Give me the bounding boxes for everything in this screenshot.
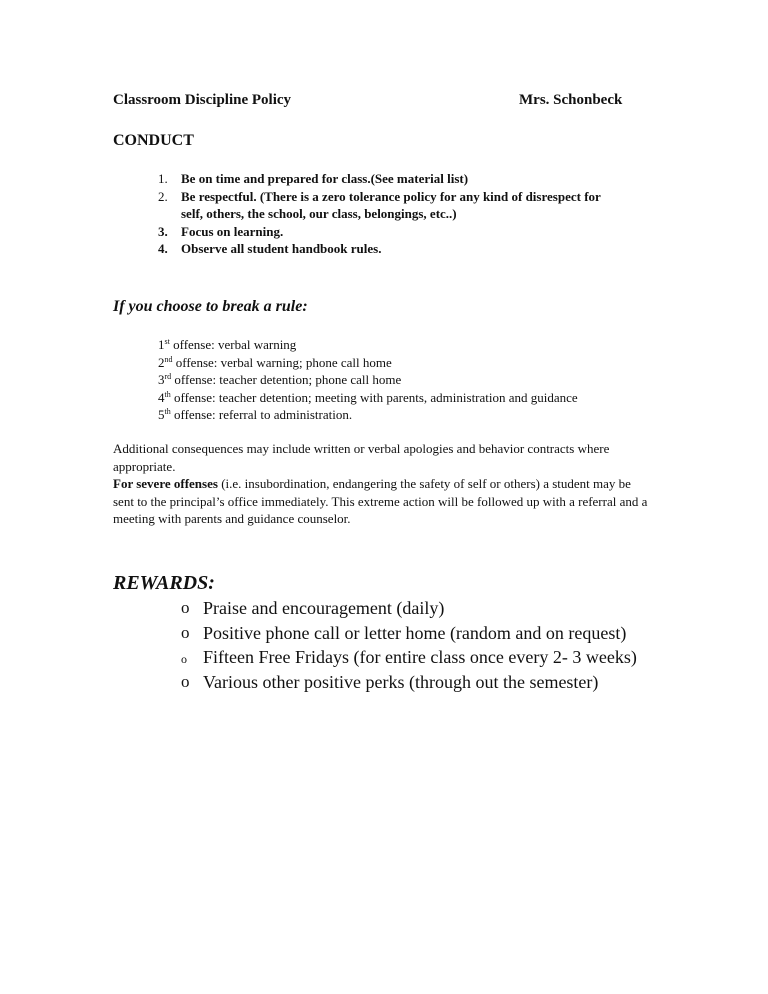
offense-item [158, 354, 578, 372]
conduct-rules-list [150, 170, 610, 258]
hollow-bullet-icon: o [181, 622, 190, 642]
rule-number: 2. [158, 188, 168, 204]
offense-suffix: th [164, 389, 171, 399]
rule-item [150, 240, 610, 258]
teacher-name: Mrs. Schonbeck [519, 92, 623, 108]
rewards-heading: REWARDS: [113, 572, 215, 594]
hollow-bullet-icon: o [181, 671, 190, 691]
reward-text: Praise and encouragement (daily) [203, 598, 445, 618]
severe-offenses-text: (i.e. insubordination, endangering the safety of self or others) a student may be sent to the principal’s office immediately. This extreme action will be followed up with a referral and a meeting with parents and guidance counselor. [113, 476, 648, 526]
offense-suffix: nd [164, 354, 173, 364]
rule-number: 4. [158, 241, 168, 256]
hollow-bullet-icon: o [181, 598, 190, 617]
conduct-heading: CONDUCT [113, 132, 194, 149]
offense-text: offense: referral to administration. [170, 407, 353, 422]
offense-text: offense: verbal warning; phone call home [172, 354, 392, 370]
offense-text: offense: verbal warning [169, 337, 297, 352]
rule-number: 3. [158, 223, 168, 239]
rule-text: Focus on learning. [181, 223, 284, 239]
severe-offenses-label: For severe offenses [113, 476, 218, 491]
offense-text: offense: teacher detention; phone call home [171, 372, 402, 387]
reward-item [178, 621, 658, 646]
additional-consequences-paragraph: Additional consequences may include written or verbal apologies and behavior contracts where appropriate. [113, 441, 610, 474]
rule-item [150, 188, 610, 223]
offense-number: 2 [158, 354, 165, 370]
rule-text: Be on time and prepared for class.(See material list) [181, 171, 469, 186]
offense-number: 4 [158, 389, 165, 405]
offense-number: 5 [158, 407, 165, 422]
rule-item [150, 170, 610, 188]
reward-item [178, 596, 658, 621]
document-title: Classroom Discipline Policy [113, 92, 292, 108]
rewards-list [178, 596, 658, 694]
rule-text: Be respectful. (There is a zero tolerance policy for any kind of disrespect for self, others, the school, our class, belongings, etc..) [181, 188, 601, 221]
offense-suffix: st [164, 337, 170, 346]
offense-number: 1 [158, 337, 165, 352]
reward-item [178, 670, 658, 695]
offense-list [158, 336, 578, 424]
offense-number: 3 [158, 372, 165, 387]
offense-item [158, 371, 578, 389]
reward-text: Various other positive perks (through out the semester) [203, 671, 599, 692]
offense-text: offense: teacher detention; meeting with parents, administration and guidance [170, 389, 578, 405]
severe-offenses-paragraph [113, 475, 653, 528]
reward-text: Fifteen Free Fridays (for entire class once every 2- 3 weeks) [203, 647, 637, 667]
reward-text: Positive phone call or letter home (random and on request) [203, 622, 627, 643]
hollow-bullet-icon: o [181, 652, 187, 666]
reward-item [178, 645, 658, 670]
offense-item [158, 406, 578, 424]
rule-item [150, 223, 610, 241]
offense-item [158, 389, 578, 407]
offense-suffix: rd [164, 372, 172, 381]
offense-suffix: th [164, 407, 171, 416]
rule-number: 1. [158, 171, 168, 186]
consequences-heading: If you choose to break a rule: [113, 298, 308, 315]
offense-item [158, 336, 578, 354]
rule-text: Observe all student handbook rules. [181, 241, 382, 256]
